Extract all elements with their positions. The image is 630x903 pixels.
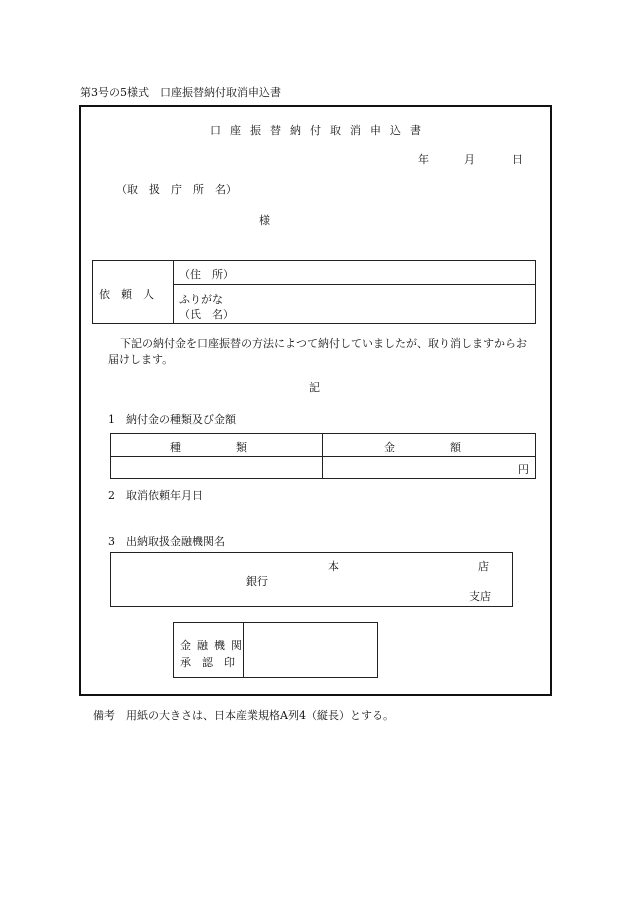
requester-row-divider <box>173 284 536 285</box>
yen-label: 円 <box>518 463 529 476</box>
col-type-header: 種 類 <box>170 441 247 454</box>
address-label: （住 所） <box>179 268 234 281</box>
honten-1: 本 <box>328 560 339 573</box>
requester-table <box>92 260 536 324</box>
form-title: 口座振替納付取消申込書 <box>210 124 430 137</box>
approval-label-line1: 金融機関 <box>180 639 248 652</box>
requester-divider <box>173 260 174 324</box>
ki-label: 記 <box>309 381 320 394</box>
col-amount-header: 金 額 <box>384 441 461 454</box>
name-label: （氏 名） <box>179 308 234 321</box>
requester-label: 依 頼 人 <box>99 288 154 301</box>
payment-row-divider <box>110 456 536 457</box>
section1-heading: 1 納付金の種類及び金額 <box>108 413 236 426</box>
body-text-line1: 下記の納付金を口座振替の方法によつて納付していましたが、取り消しますからお <box>120 337 527 350</box>
section2-heading: 2 取消依頼年月日 <box>108 489 203 502</box>
honorific-label: 様 <box>259 214 270 227</box>
honten-2: 店 <box>478 560 489 573</box>
date-day-label: 日 <box>512 153 523 166</box>
bank-label: 銀行 <box>246 575 268 588</box>
approval-label-line2: 承 認 印 <box>180 656 235 669</box>
branch-label: 支店 <box>469 590 491 603</box>
section3-heading: 3 出納取扱金融機関名 <box>108 535 225 548</box>
office-name-label: （取 扱 庁 所 名） <box>116 183 237 196</box>
body-text-line2: 届けします。 <box>108 353 174 366</box>
bank-box <box>110 552 513 607</box>
footnote: 備考 用紙の大きさは、日本産業規格A列4（縦長）とする。 <box>93 709 394 722</box>
date-month-label: 月 <box>464 153 475 166</box>
furigana-label: ふりがな <box>179 293 223 306</box>
form-number: 第3号の5様式 口座振替納付取消申込書 <box>80 86 281 99</box>
date-year-label: 年 <box>418 153 429 166</box>
